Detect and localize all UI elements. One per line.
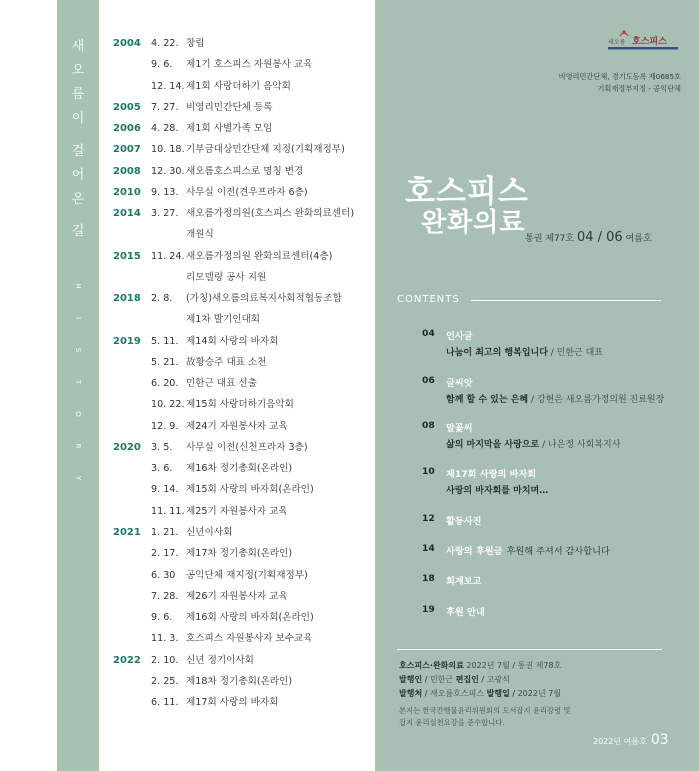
toc-section	[446, 513, 482, 527]
timeline-year: 2019	[113, 335, 141, 347]
timeline-event: 기부금대상민간단체 지정(기획재정부)	[186, 144, 345, 156]
toc-section	[446, 573, 482, 587]
page-footer	[593, 729, 669, 748]
toc-section	[446, 466, 536, 480]
timeline-row	[99, 183, 375, 203]
timeline-event: 비영리민간단체 등록	[186, 101, 273, 113]
timeline-event: 제25기 자원봉사자 교육	[186, 505, 288, 517]
timeline-event: 제24기 자원봉사자 교육	[186, 420, 288, 432]
timeline-event: 리모델링 공사 지원	[186, 271, 267, 283]
timeline-date: 12. 30.	[151, 165, 185, 177]
timeline-date: 6. 30	[151, 569, 176, 581]
colophon-line2: 발행인 / 민한근 편집인 / 고광석	[399, 675, 510, 684]
side-title-letter: R	[74, 443, 82, 449]
timeline-row	[99, 225, 375, 245]
timeline-date: 5. 21.	[151, 356, 179, 368]
toc-separator: /	[547, 348, 557, 358]
colophon-line3: 발행처 / 새오름호스피스 발행일 / 2022년 7월	[399, 689, 562, 698]
timeline-year: 2008	[113, 165, 141, 177]
side-title-letter: O	[74, 411, 82, 417]
side-title-char: 어	[71, 168, 85, 183]
toc-article-title: 삶의 마지막을 사랑으로	[446, 440, 540, 450]
timeline-date: 3. 5.	[151, 441, 173, 453]
timeline-date: 9. 14.	[151, 484, 179, 496]
side-title-letter: Y	[74, 475, 82, 481]
toc-section-label: 후원 안내	[446, 607, 485, 618]
side-title-char: 길	[71, 224, 85, 239]
toc-page-number: 10	[422, 466, 435, 477]
timeline-row	[99, 98, 375, 118]
toc-page-number: 18	[422, 573, 435, 584]
timeline-date: 9. 6.	[151, 612, 173, 624]
timeline-year: 2004	[113, 38, 141, 49]
timeline-date: 7. 27.	[151, 101, 179, 113]
logo-mark-icon	[602, 26, 682, 56]
timeline-event: 개원식	[186, 229, 214, 241]
toc-section-label: 제17회 사랑의 바자회	[446, 469, 537, 480]
contents-panel	[375, 0, 699, 771]
toc-section-label: 말꽃씨	[446, 423, 473, 434]
timeline-row	[99, 119, 375, 139]
side-title-char: 오	[71, 63, 85, 78]
timeline-year: 2022	[113, 654, 141, 666]
timeline-date: 2. 17.	[151, 548, 179, 560]
publisher-registration: 비영리민간단체, 경기도등록 제0685호	[558, 72, 681, 81]
history-timeline	[99, 0, 375, 771]
toc-article-title: 사랑의 바자회를 마치며…	[446, 486, 549, 496]
timeline-event: 새오름가정의원(호스피스 완화의료센터)	[186, 208, 355, 220]
toc-page-number: 04	[422, 328, 435, 339]
toc-section-label: 글씨앗	[446, 378, 473, 389]
publisher-designation: 기획재정부지정 - 공익단체	[597, 84, 681, 93]
timeline-date: 10. 18.	[151, 144, 185, 156]
timeline-date: 5. 11.	[151, 335, 179, 347]
timeline-date: 6. 11.	[151, 697, 179, 709]
timeline-row	[99, 544, 375, 564]
timeline-date: 10. 22.	[151, 399, 185, 411]
side-title-char: 이	[71, 111, 85, 126]
contents-heading: CONTENTS	[397, 294, 460, 305]
toc-article-title: 나눔이 최고의 행복입니다	[446, 348, 548, 358]
side-title-letter: I	[74, 316, 82, 320]
toc-page-number: 19	[422, 604, 435, 615]
timeline-date: 4. 28.	[151, 123, 179, 135]
ethics-note-line2: 잡지 윤리실천요강을 준수합니다.	[399, 718, 505, 727]
timeline-row	[99, 162, 375, 182]
toc-section-label: 사랑의 후원금	[446, 546, 503, 557]
logo	[602, 26, 682, 56]
timeline-date: 11. 3.	[151, 633, 179, 645]
timeline-event: 제15회 사랑의 바자회(온라인)	[186, 484, 314, 496]
timeline-event: 제14회 사랑의 바자회	[186, 335, 279, 347]
timeline-event: 제1회 사별가족 모임	[186, 123, 273, 135]
timeline-event: 제18차 정기총회(온라인)	[186, 675, 293, 687]
timeline-row	[99, 289, 375, 309]
issue-number: 04 / 06	[576, 230, 623, 245]
timeline-year: 2010	[113, 186, 141, 198]
timeline-event: (가칭)새오름의료복지사회적협동조합	[186, 293, 342, 305]
timeline-event: 민한근 대표 선출	[186, 378, 257, 390]
timeline-event: 제17차 정기총회(온라인)	[186, 548, 293, 560]
issue-season: 여름호	[625, 234, 652, 244]
timeline-event: 새오름가정의원 완화의료센터(4층)	[186, 250, 333, 262]
timeline-event: 제16차 정기총회(온라인)	[186, 463, 293, 475]
toc-section	[446, 375, 473, 389]
toc-article	[446, 345, 603, 358]
timeline-year: 2006	[113, 123, 141, 135]
side-title-char: 새	[71, 39, 85, 54]
toc-page-number: 06	[422, 375, 435, 386]
timeline-row	[99, 310, 375, 330]
timeline-event: 제15회 사랑더하기음악회	[186, 399, 294, 411]
timeline-event: 신년이사회	[186, 526, 233, 538]
toc-section	[446, 420, 473, 434]
timeline-date: 11. 24.	[151, 250, 185, 262]
logo-text: 호스피스	[632, 37, 667, 47]
timeline-row	[99, 566, 375, 586]
timeline-date: 11. 11.	[151, 505, 185, 517]
timeline-event: 제1회 사랑더하기 음악회	[186, 80, 291, 92]
timeline-row	[99, 417, 375, 437]
timeline-row	[99, 438, 375, 458]
timeline-row	[99, 480, 375, 500]
timeline-event: 호스피스 자원봉사자 보수교육	[186, 633, 313, 645]
issue-info	[525, 230, 652, 245]
timeline-row	[99, 523, 375, 543]
toc-page-number: 12	[422, 513, 435, 524]
timeline-date: 9. 13.	[151, 186, 179, 198]
toc-section-label: 회계보고	[446, 576, 482, 587]
toc-inline-text: 후원해 주셔서 감사합니다	[506, 546, 610, 557]
timeline-date: 12. 14.	[151, 80, 185, 92]
toc-article-title: 함께 할 수 있는 은혜	[446, 395, 529, 405]
side-title-letter: T	[74, 379, 82, 385]
magazine-title	[405, 176, 529, 237]
left-margin	[0, 0, 57, 771]
timeline-row	[99, 353, 375, 373]
timeline-date: 3. 27.	[151, 208, 179, 220]
colophon-line1: 호스피스·완화의료 2022년 7월 / 통권 제78호	[399, 661, 562, 670]
colophon-divider	[397, 649, 662, 650]
timeline-event: 제17회 사랑의 바자회	[186, 697, 279, 709]
timeline-year: 2020	[113, 441, 141, 453]
timeline-event: 제26기 자원봉사자 교육	[186, 590, 288, 602]
timeline-date: 2. 8.	[151, 293, 173, 305]
timeline-row	[99, 587, 375, 607]
timeline-row	[99, 651, 375, 671]
toc-section-label: 인사글	[446, 331, 473, 342]
footer-season: 2022년 여름호	[593, 737, 647, 746]
timeline-event: 사무실 이전(신천프라자 3층)	[186, 441, 308, 453]
toc-separator: /	[539, 440, 548, 450]
timeline-year: 2014	[113, 208, 141, 220]
ethics-note-line1: 본지는 한국간행물윤리위원회의 도서잡지 윤리강령 및	[399, 706, 571, 715]
timeline-row	[99, 268, 375, 288]
timeline-row	[99, 459, 375, 479]
toc-section-label: 활동사진	[446, 516, 482, 527]
toc-page-number: 14	[422, 543, 435, 554]
timeline-event: 새오름호스피스로 명칭 변경	[186, 165, 304, 177]
timeline-row	[99, 247, 375, 267]
timeline-event: 제1기 호스피스 자원봉사 교육	[186, 59, 313, 71]
timeline-row	[99, 608, 375, 628]
toc-article	[446, 392, 664, 405]
toc-section	[446, 604, 485, 618]
toc-article-author: 강현은 새오름가정의원 진료원장	[536, 395, 665, 405]
toc-article-author: 나은정 사회복지사	[547, 440, 621, 450]
timeline-event: 신년 정기이사회	[186, 654, 254, 666]
timeline-event: 창립	[186, 38, 205, 49]
side-title-letter: H	[74, 283, 82, 289]
magazine-title-line2: 완화의료	[421, 208, 526, 238]
timeline-row	[99, 672, 375, 692]
side-title-band	[57, 0, 99, 771]
issue-prefix: 통권 제77호	[525, 234, 575, 244]
timeline-date: 9. 6.	[151, 59, 173, 71]
timeline-event: 공익단체 재지정(기획재정부)	[186, 569, 308, 581]
timeline-year: 2007	[113, 144, 141, 156]
timeline-event: 사무실 이전(견우프라자 6층)	[186, 186, 308, 198]
timeline-row	[99, 204, 375, 224]
toc-section	[446, 543, 610, 557]
page-number: 03	[650, 732, 669, 748]
timeline-date: 12. 9.	[151, 420, 179, 432]
side-title-letter: S	[74, 347, 82, 353]
timeline-row	[99, 502, 375, 522]
timeline-date: 4. 22.	[151, 38, 179, 49]
timeline-year: 2021	[113, 526, 141, 538]
timeline-row	[99, 34, 375, 54]
timeline-row	[99, 395, 375, 415]
timeline-date: 2. 25.	[151, 675, 179, 687]
side-title-char: 온	[71, 192, 85, 207]
timeline-row	[99, 629, 375, 649]
toc-section	[446, 328, 473, 342]
timeline-event: 故황승주 대표 소천	[186, 356, 267, 368]
side-title-char: 걸	[71, 144, 85, 159]
timeline-date: 7. 28.	[151, 590, 179, 602]
timeline-row	[99, 55, 375, 75]
timeline-date: 2. 10.	[151, 654, 179, 666]
timeline-row	[99, 140, 375, 160]
timeline-event: 제16회 사랑의 바자회(온라인)	[186, 612, 314, 624]
contents-divider	[471, 300, 661, 301]
magazine-title-line1: 호스피스	[405, 174, 529, 210]
toc-article	[446, 437, 620, 450]
timeline-year: 2005	[113, 101, 141, 113]
toc-separator: /	[528, 395, 537, 405]
toc-page-number: 08	[422, 420, 435, 431]
timeline-year: 2018	[113, 293, 141, 305]
toc-article	[446, 483, 548, 496]
timeline-row	[99, 693, 375, 713]
toc-article-author: 민한근 대표	[556, 348, 604, 358]
timeline-year: 2015	[113, 250, 141, 262]
timeline-row	[99, 332, 375, 352]
timeline-event: 제1차 발기인대회	[186, 314, 261, 326]
side-title-char: 름	[71, 87, 85, 102]
timeline-date: 6. 20.	[151, 378, 179, 390]
timeline-row	[99, 374, 375, 394]
timeline-date: 3. 6.	[151, 463, 173, 475]
timeline-row	[99, 77, 375, 97]
timeline-date: 1. 21.	[151, 526, 179, 538]
logo-prefix: 새오름	[608, 39, 626, 46]
